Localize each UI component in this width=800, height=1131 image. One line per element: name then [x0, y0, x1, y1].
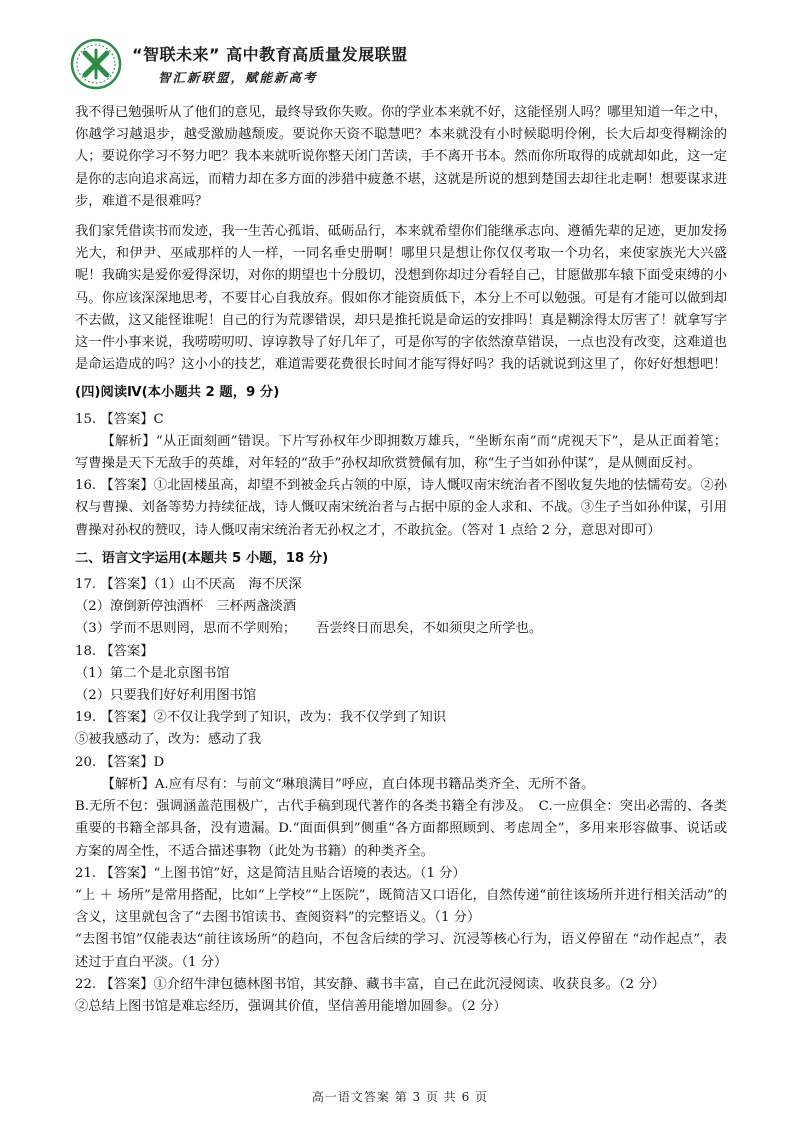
q20-analysis: 【解析】A.应有尽有：与前文“琳琅满目”呼应，直白体现书籍品类齐全、无所不备。	[101, 776, 595, 792]
section-reading-4-title: (四)阅读Ⅳ(本小题共 2 题，9 分)	[75, 385, 280, 401]
q19-answer-2: ⑤被我感动了，改为：感动了我	[75, 732, 262, 748]
page-footer: 高一语文答案 第 3 页 共 6 页	[311, 1090, 489, 1104]
translation-paragraph-1: 我不得已勉强听从了他们的意见，最终导致你失败。你的学业本来就不好，这能怪别人吗？哪里知道一年之中，你越学习越退步，越受激励越颓废。要说你天资不聪慧吧？本来就没有小时候聪明伶俐，长大后却变得糊涂的人；要说你学习不努力吧？我本来就听说你整天闭门苦读，手不离开书本。然而你所取得的成就却如此，这一定是你的志向追求高远，而精力却在多方面的涉猎中疲惫不堪，这就是所说的想到楚国去却往北走啊！想要谋求进步，难道不是很难吗？	[75, 105, 727, 209]
q20-answer: 20. 【答案】D	[75, 754, 165, 770]
q17-answer-2: （2）潦倒新停浊酒杯 三杯两盏淡酒	[75, 599, 297, 615]
q17-answer-1: 17. 【答案】（1）山不厌高 海不厌深	[75, 577, 302, 593]
q20-analysis-options: B.无所不包：强调涵盖范围极广，古代手稿到现代著作的各类书籍全有涉及。 C.一应俱全：突出必需的、各类重要的书籍全部具备，没有遗漏。D.“面面俱到”侧重“各方面都照顾到、考虑周全”，多用来形容做事、说话或方案的周全性，不适合描述事物（此处为书籍）的种类齐全。	[75, 799, 727, 859]
q18-answer-2: （2）只要我们好好利用图书馆	[75, 688, 257, 704]
q22-answer-1: 22. 【答案】①介绍牛津包德林图书馆，其安静、藏书丰富，自己在此沉浸阅读、收获良多。（2 分）	[75, 976, 665, 992]
q22-answer-2: ②总结上图书馆是难忘经历，强调其价值，坚信善用能增加圆参。（2 分）	[75, 998, 507, 1014]
q18-answer: 18. 【答案】	[75, 643, 154, 659]
translation-paragraph-2: 我们家凭借读书而发迹，我一生苦心孤诣、砥砺品行，本来就希望你们能继承志向、遵循先辈的足迹，更加发扬光大，和伊尹、巫咸那样的人一样，一同名垂史册啊！哪里只是想让你仅仅考取一个功名，来使家族光大兴盛呢！我确实是爱你爱得深切，对你的期望也十分殷切，没想到你却过分看轻自己，甘愿做那车辕下面受束缚的小马。你应该深深地思考，不要甘心自我放弃。假如你才能资质低下，本分上不可以勉强。可是有才能可以做到却不去做，这又能怪谁呢！自己的行为荒谬错误，却只是推托说是命运的安排吗！真是糊涂得太厉害了！就拿写字这一件小事来说，我唠唠叨叨、谆谆教导了好几年了，可是你写的字依然潦草错误，一点也没有改变，这难道也是命运造成的吗？这小小的技艺，难道需要花费很长时间才能写得好吗？我的话就说到这里了，你好好想想吧！	[75, 224, 727, 373]
alliance-logo-icon	[70, 38, 122, 90]
answer-content	[75, 102, 727, 1018]
section-language-use-title: 二、语言文字运用(本题共 5 小题，18 分)	[75, 550, 329, 566]
org-title: “智联未来” 高中教育高质量发展联盟	[132, 45, 408, 64]
org-slogan: 智汇新联盟，赋能新高考	[158, 70, 318, 85]
q17-answer-3: （3）学而不思则罔，思而不学则殆； 吾尝终日而思矣，不如须臾之所学也。	[75, 621, 543, 637]
q15-analysis: 【解析】“从正面刻画”错误。下片写孙权年少即拥数万雄兵，“坐断东南”而“虎视天下”，是从正面着笔；写曹操是天下无敌手的英雄，对年轻的“敌手”孙权却欣赏赞佩有加，称“生子当如孙仲谋”，是从侧面反衬。	[75, 433, 727, 472]
q19-answer-1: 19. 【答案】②不仅让我学到了知识，改为：我不仅学到了知识	[75, 710, 447, 726]
q21-reason-1: “上 ＋ 场所”是常用搭配，比如“上学校”“上医院”，既简洁又口语化，自然传递“前往该场所并进行相关活动”的含义，这里就包含了“去图书馆读书、查阅资料”的完整语义。（1 分）	[75, 887, 727, 926]
q15-answer: 15. 【答案】C	[75, 411, 164, 427]
page-header	[70, 38, 490, 98]
q21-answer: 21. 【答案】“上图书馆”好，这是简洁且贴合语境的表达。（1 分）	[75, 865, 466, 881]
q18-answer-1: （1）第二个是北京图书馆	[75, 665, 230, 681]
q16-answer: 16. 【答案】①北固楼虽高，却望不到被金兵占领的中原，诗人慨叹南宋统治者不图收复失地的怯懦苟安。②孙权与曹操、刘备等势力持续征战，诗人慨叹南宋统治者与占据中原的金人求和、不战。③生子当如孙仲谋，引用曹操对孙权的赞叹，诗人慨叹南宋统治者无孙权之才，不敢抗金。（答对 1 点给 2 分，意思对即可）	[75, 478, 727, 538]
q21-reason-2: “去图书馆”仅能表达“前往该场所”的趋向，不包含后续的学习、沉浸等核心行为，语义停留在 “动作起点”，表述过于直白平淡。（1 分）	[75, 932, 727, 970]
